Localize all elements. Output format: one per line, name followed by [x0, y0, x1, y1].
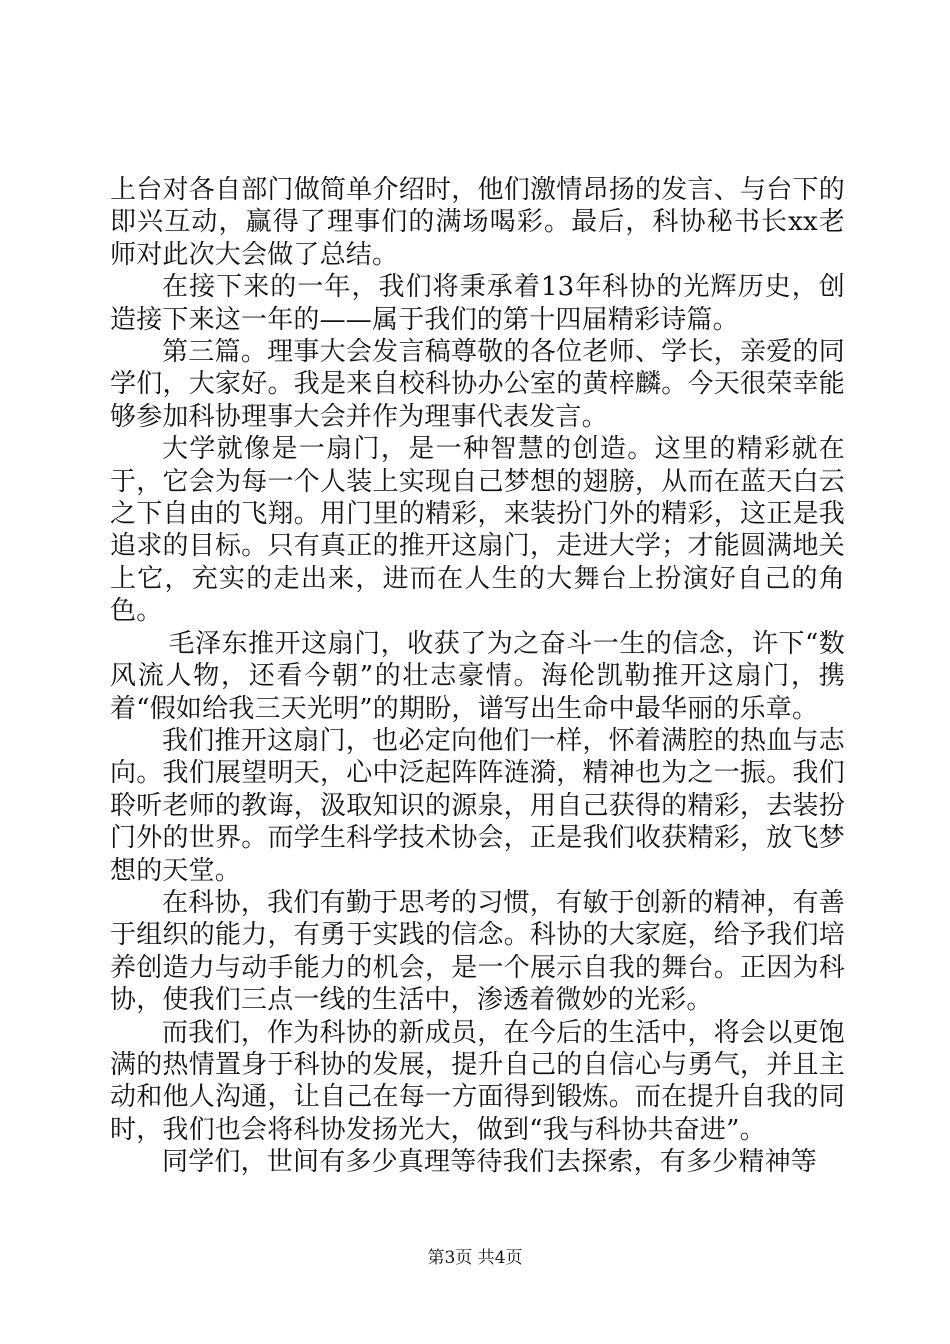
paragraph-4: 大学就像是一扇门，是一种智慧的创造。这里的精彩就在于，它会为每一个人装上实现自己梦想的翅膀，从而在蓝天白云之下自由的飞翔。用门里的精彩，来装扮门外的精彩，这正是我追求的目标。只有真正的推开这扇门，走进大学；才能圆满地关上它，充实的走出来，进而在人生的大舞台上扮演好自己的角色。	[110, 434, 845, 627]
paragraph-6: 我们推开这扇门，也必定向他们一样，怀着满腔的热血与志向。我们展望明天，心中泛起阵阵涟漪，精神也为之一振。我们聆听老师的教诲，汲取知识的源泉，用自己获得的精彩，去装扮门外的世界。而学生科学技术协会，正是我们收获精彩，放飞梦想的天堂。	[110, 725, 845, 886]
document-body	[110, 174, 845, 1179]
paragraph-3: 第三篇。理事大会发言稿尊敬的各位老师、学长，亲爱的同学们，大家好。我是来自校科协办公室的黄梓麟。今天很荣幸能够参加科协理事大会并作为理事代表发言。	[110, 337, 845, 432]
paragraph-5: 毛泽东推开这扇门，收获了为之奋斗一生的信念，许下“数风流人物，还看今朝”的壮志豪情。海伦凯勒推开这扇门，携着“假如给我三天光明”的期盼，谱写出生命中最华丽的乐章。	[110, 628, 845, 724]
page-footer	[0, 1247, 950, 1269]
paragraph-2: 在接下来的一年，我们将秉承着13年科协的光辉历史，创造接下来这一年的——属于我们的第十四届精彩诗篇。	[110, 272, 845, 335]
paragraph-7: 在科协，我们有勤于思考的习惯，有敏于创新的精神，有善于组织的能力，有勇于实践的信念。科协的大家庭，给予我们培养创造力与动手能力的机会，是一个展示自我的舞台。正因为科协，使我们三点一线的生活中，渗透着微妙的光彩。	[110, 887, 845, 1016]
paragraph-9: 同学们，世间有多少真理等待我们去探索，有多少精神等	[162, 1147, 818, 1178]
paragraph-1: 上台对各自部门做简单介绍时，他们激情昂扬的发言、与台下的即兴互动，赢得了理事们的满场喝彩。最后，科协秘书长xx老师对此次大会做了总结。	[110, 175, 845, 270]
page-number: 第3页 共4页	[427, 1248, 523, 1268]
paragraph-8: 而我们，作为科协的新成员，在今后的生活中，将会以更饱满的热情置身于科协的发展，提升自己的自信心与勇气，并且主动和他人沟通，让自己在每一方面得到锻炼。而在提升自我的同时，我们也会将科协发扬光大，做到“我与科协共奋进”。	[110, 1017, 845, 1145]
